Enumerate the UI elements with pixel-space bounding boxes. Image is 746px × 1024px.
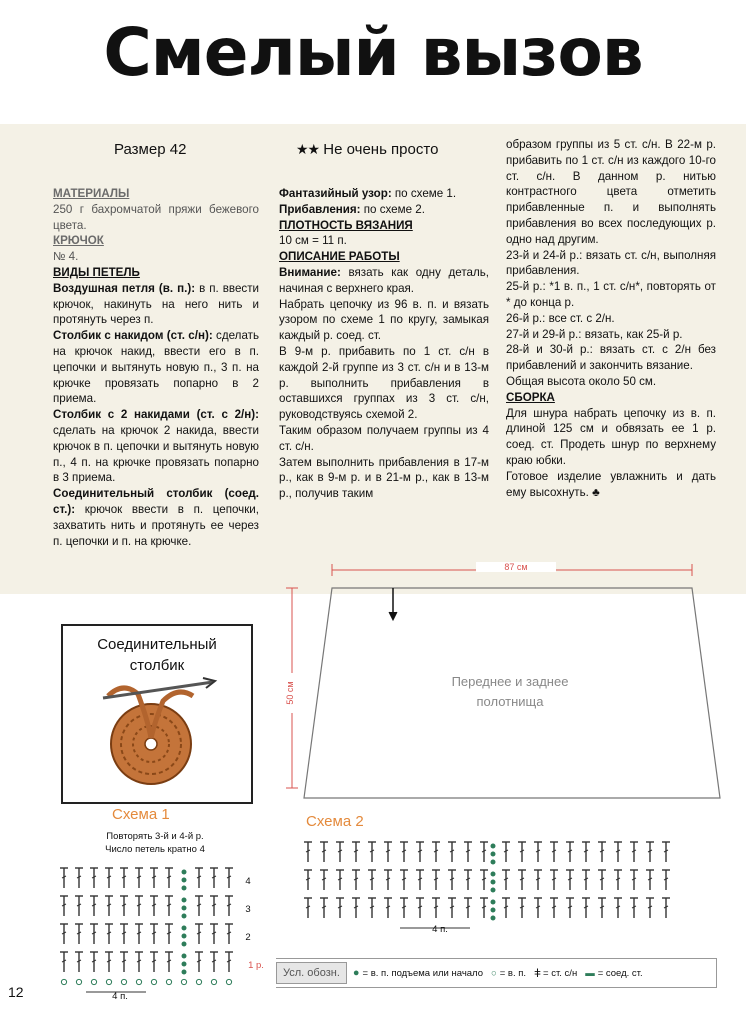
scheme-1-title: Схема 1 [112, 806, 170, 823]
chain-circle [166, 979, 171, 984]
lift-chain-dot [491, 908, 496, 913]
col3-paragraph-1: образом группы из 5 ст. с/н. В 22-м р. прибавить по 1 ст. с/н из каждого 10-го ст. с/н. В данном р. нитью контрастного цвета отметить прибавленные п. и выполнять прибавления во всех последующих р. одно над другим. [506, 138, 716, 246]
lift-chain-dot [491, 872, 496, 877]
col3-paragraph-6: 28-й и 30-й р.: вязать ст. с 2/н без прибавлений и закончить вязание. [506, 343, 716, 373]
inc-term: Прибавления: [279, 202, 361, 216]
vp-text: в п. ввести крючок, накинуть на него нить и протянуть через п. [53, 281, 259, 327]
scheme-1-row-1: 1 р. [248, 960, 264, 971]
density-heading: ПЛОТНОСТЬ ВЯЗАНИЯ [279, 218, 413, 232]
stars-icon: ★★ [296, 141, 320, 157]
green-dot-icon: ● [352, 967, 360, 979]
sc1-text: сделать на крючок накид, ввести его в п. цепочки и вытянуть новую п., 3 п. на крючке провязать попарно в 2 приема. [53, 329, 259, 406]
chain-circle [196, 979, 201, 984]
lift-chain-dot [182, 934, 187, 939]
col3-paragraph-5: 27-й и 29-й р.: вязать, как 25-й р. [506, 327, 683, 341]
scheme-1-note-1: Повторять 3-й и 4-й р. [106, 831, 204, 842]
column-1 [53, 186, 259, 549]
chain-circle [61, 979, 66, 984]
difficulty-label: Не очень просто [323, 141, 439, 158]
col3-paragraph-7: Общая высота около 50 см. [506, 374, 657, 388]
scheme-1-note-2: Число петель кратно 4 [105, 844, 205, 855]
chain-circle [106, 979, 111, 984]
legend-ss-text: = соед. ст. [597, 967, 643, 979]
height-label: 50 см [285, 673, 295, 713]
vp-term: Воздушная петля (в. п.): [53, 281, 196, 295]
lift-chain-dot [182, 878, 187, 883]
panel-label-line-2: полотнища [476, 694, 544, 709]
legend [276, 958, 717, 988]
column-2 [279, 186, 489, 502]
lift-chain-dot [182, 970, 187, 975]
work-paragraph-3: Таким образом получаем группы из 4 ст. с/н. [279, 423, 489, 453]
hook-text: № 4. [53, 250, 79, 264]
lift-chain-dot [491, 880, 496, 885]
scheme-1-row-4: 4 [245, 876, 251, 887]
inc-text: по схеме 2. [360, 202, 425, 216]
lift-chain-dot [182, 954, 187, 959]
chain-circle [91, 979, 96, 984]
difficulty [296, 141, 438, 158]
inc-line [279, 202, 489, 218]
page-number: 12 [8, 984, 24, 1000]
legend-dot-text: = в. п. подъема или начало [362, 967, 483, 979]
assembly-heading: СБОРКА [506, 390, 555, 404]
vp-paragraph [53, 281, 259, 328]
lift-chain-dot [491, 916, 496, 921]
ss-term: Соединительный столбик (соед. ст.): [53, 487, 259, 516]
lift-chain-dot [491, 888, 496, 893]
width-label: 87 см [476, 562, 556, 572]
chain-circle [211, 979, 216, 984]
scheme-2-repeat: 4 п. [432, 924, 448, 935]
attention-text: вязать как одну деталь, начиная с верхнего края. [279, 265, 489, 295]
materials-text: 250 г бахромчатой пряжи бежевого цвета. [53, 202, 259, 232]
materials-heading: МАТЕРИАЛЫ [53, 187, 130, 200]
col3-paragraph-3: 25-й р.: *1 в. п., 1 ст. с/н*, повторять от * до конца р. [506, 280, 716, 309]
sc2-text: сделать на крючок 2 накида, ввести крючок в п. цепочки и вытянуть новую п., 4 п. на крючке провязать попарно в 3 приема. [53, 423, 259, 485]
scheme-2-chart [300, 836, 720, 946]
lift-chain-dot [182, 926, 187, 931]
col3-paragraph-9: Готовое изделие увлажнить и дать ему высохнуть. ♣ [506, 469, 716, 499]
lift-chain-dot [182, 962, 187, 967]
lift-chain-dot [182, 942, 187, 947]
open-circle-icon: ○ [490, 967, 497, 979]
scheme-2-title: Схема 2 [306, 813, 364, 830]
chain-circle [76, 979, 81, 984]
scheme-1-chart [50, 860, 270, 1010]
lift-chain-dot [491, 844, 496, 849]
illustration-title-line-2: столбик [129, 657, 185, 674]
hook-heading: КРЮЧОК [53, 234, 104, 248]
work-paragraph-1: Набрать цепочку из 96 в. п. и вязать узором по схеме 1 по кругу, замыкая каждый р. соед. ст. [279, 297, 489, 343]
crochet-ring-icon [63, 626, 251, 802]
lift-chain-dot [491, 860, 496, 865]
sc2-paragraph [53, 407, 259, 486]
scheme-1-notes [50, 830, 260, 856]
chain-circle [151, 979, 156, 984]
lift-chain-dot [182, 898, 187, 903]
panel-label-line-1: Переднее и заднее [451, 674, 569, 689]
work-paragraph-2: В 9-м р. прибавить по 1 ст. с/н в каждой 2-й группе из 3 ст. с/н и в 13-м р. выполнить прибавления в оставшихся группах из 3 ст. с/н, руководствуясь схемой 2. [279, 344, 489, 422]
lift-chain-dot [182, 870, 187, 875]
scheme-1-repeat: 4 п. [112, 991, 128, 1002]
pattern-line [279, 186, 489, 202]
legend-tstitch-text: = ст. с/н [543, 967, 578, 979]
size-label: Размер 42 [114, 141, 187, 158]
col3-paragraph-4: 26-й р.: все ст. с 2/н. [506, 311, 615, 325]
chain-circle [226, 979, 231, 984]
sc1-paragraph [53, 328, 259, 407]
page-title: Смелый вызов [103, 14, 643, 91]
column-3 [506, 137, 716, 500]
legend-label: Усл. обозн. [276, 962, 347, 984]
attention-paragraph [279, 265, 489, 297]
col3-paragraph-8: Для шнура набрать цепочку из в. п. длиной 125 см и обвязать ее 1 р. соед. ст. Продеть шнур по верхнему краю юбки. [506, 406, 716, 467]
sc2-term: Столбик с 2 накидами (ст. с 2/н): [53, 408, 259, 422]
work-paragraph-4: Затем выполнить прибавления в 17-м р., как в 9-м р. и в 21-м р., как в 13-м р., получив таким [279, 455, 489, 501]
sc1-term: Столбик с накидом (ст. с/н): [53, 329, 213, 343]
illustration-title-line-1: Соединительный [97, 636, 217, 653]
slip-stitch-icon: ▬ [585, 967, 595, 979]
density-text: 10 см = 11 п. [279, 234, 347, 248]
chain-circle [121, 979, 126, 984]
lift-chain-dot [182, 906, 187, 911]
ss-paragraph [53, 486, 259, 549]
pattern-text: по схеме 1. [391, 187, 457, 200]
legend-circle-text: = в. п. [499, 967, 527, 979]
double-crochet-icon: ǂ [534, 966, 542, 980]
lift-chain-dot [182, 886, 187, 891]
pattern-term: Фантазийный узор: [279, 187, 392, 200]
panel-label [420, 672, 600, 712]
chain-circle [136, 979, 141, 984]
ss-text: крючок ввести в п. цепочки, захватить нить и протянуть ее через п. цепочки и п. на крючке. [53, 502, 259, 548]
scheme-1-row-2: 2 [245, 932, 251, 943]
work-heading: ОПИСАНИЕ РАБОТЫ [279, 250, 400, 264]
chain-circle [181, 979, 186, 984]
stitches-heading: ВИДЫ ПЕТЕЛЬ [53, 265, 140, 279]
lift-chain-dot [182, 914, 187, 919]
col3-paragraph-2: 23-й и 24-й р.: вязать ст. с/н, выполняя прибавления. [506, 248, 716, 278]
scheme-1-row-3: 3 [245, 904, 251, 915]
attention-term: Внимание: [279, 265, 341, 279]
slip-stitch-illustration [61, 624, 253, 804]
lift-chain-dot [491, 900, 496, 905]
lift-chain-dot [491, 852, 496, 857]
